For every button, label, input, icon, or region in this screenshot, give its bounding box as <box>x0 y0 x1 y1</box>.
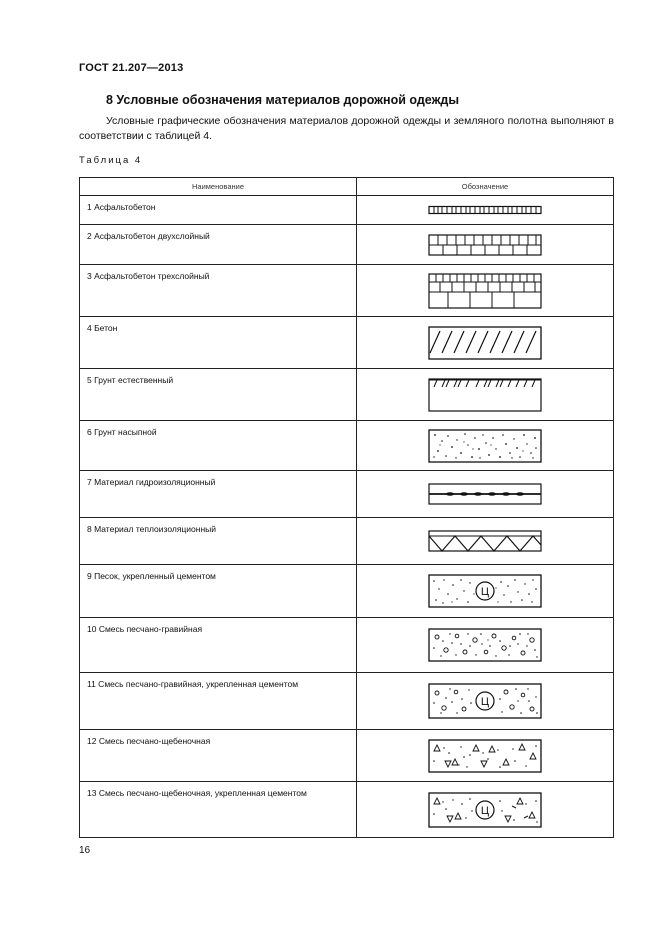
column-header-name: Наименование <box>80 178 357 196</box>
row-label: 1 Асфальтобетон <box>80 196 357 225</box>
row-label: 3 Асфальтобетон трехслойный <box>80 265 357 317</box>
thermal-insulation-zigzag-symbol-icon <box>428 530 542 552</box>
intro-paragraph: Условные графические обозначения материалов дорожной одежды и земляного полотна выполняют в соответствии с таблицей 4. <box>79 115 614 142</box>
row-label: 8 Материал теплоизоляционный <box>80 518 357 565</box>
sand-gravel-mix-symbol-icon <box>428 628 542 662</box>
row-label: 13 Смесь песчано-щебеночная, укрепленная цементом <box>80 782 357 838</box>
concrete-hatch-symbol-icon <box>428 326 542 360</box>
table-row <box>80 471 614 518</box>
cement-sand-crushed-stone-symbol-icon <box>428 792 542 828</box>
table-row <box>80 196 614 225</box>
table-caption: Таблица 4 <box>79 155 143 166</box>
row-label: 12 Смесь песчано-щебеночная <box>80 730 357 782</box>
table-row <box>80 618 614 673</box>
table-row <box>80 730 614 782</box>
table-row <box>80 369 614 421</box>
column-header-symbol: Обозначение <box>357 178 614 196</box>
table-row <box>80 421 614 471</box>
fill-soil-dots-symbol-icon <box>428 429 542 463</box>
sand-crushed-stone-symbol-icon <box>428 739 542 773</box>
section-title: 8 Условные обозначения материалов дорожной одежды <box>106 93 460 107</box>
row-label: 6 Грунт насыпной <box>80 421 357 471</box>
row-label: 11 Смесь песчано-гравийная, укрепленная цементом <box>80 673 357 730</box>
row-label: 9 Песок, укрепленный цементом <box>80 565 357 618</box>
table-row <box>80 317 614 369</box>
table-row <box>80 565 614 618</box>
asphalt-concrete-symbol-icon <box>428 205 542 215</box>
symbols-table <box>79 177 614 838</box>
row-label: 2 Асфальтобетон двухслойный <box>80 225 357 265</box>
asphalt-concrete-three-layer-symbol-icon <box>428 273 542 309</box>
row-label: 7 Материал гидроизоляционный <box>80 471 357 518</box>
row-label: 10 Смесь песчано-гравийная <box>80 618 357 673</box>
row-label: 4 Бетон <box>80 317 357 369</box>
page-number: 16 <box>79 845 91 856</box>
natural-soil-symbol-icon <box>428 378 542 412</box>
table-row <box>80 518 614 565</box>
table-row <box>80 673 614 730</box>
document-code: ГОСТ 21.207—2013 <box>79 62 184 74</box>
table-header-row <box>80 178 614 196</box>
cement-sand-gravel-symbol-icon <box>428 683 542 719</box>
table-row <box>80 265 614 317</box>
table-row <box>80 782 614 838</box>
row-label: 5 Грунт естественный <box>80 369 357 421</box>
table-row <box>80 225 614 265</box>
cement-mark: Ц <box>480 804 490 817</box>
cement-sand-symbol-icon <box>428 574 542 608</box>
cement-mark: Ц <box>480 696 490 708</box>
waterproofing-material-symbol-icon <box>428 483 542 505</box>
cement-mark: Ц <box>480 586 490 598</box>
asphalt-concrete-two-layer-symbol-icon <box>428 234 542 256</box>
